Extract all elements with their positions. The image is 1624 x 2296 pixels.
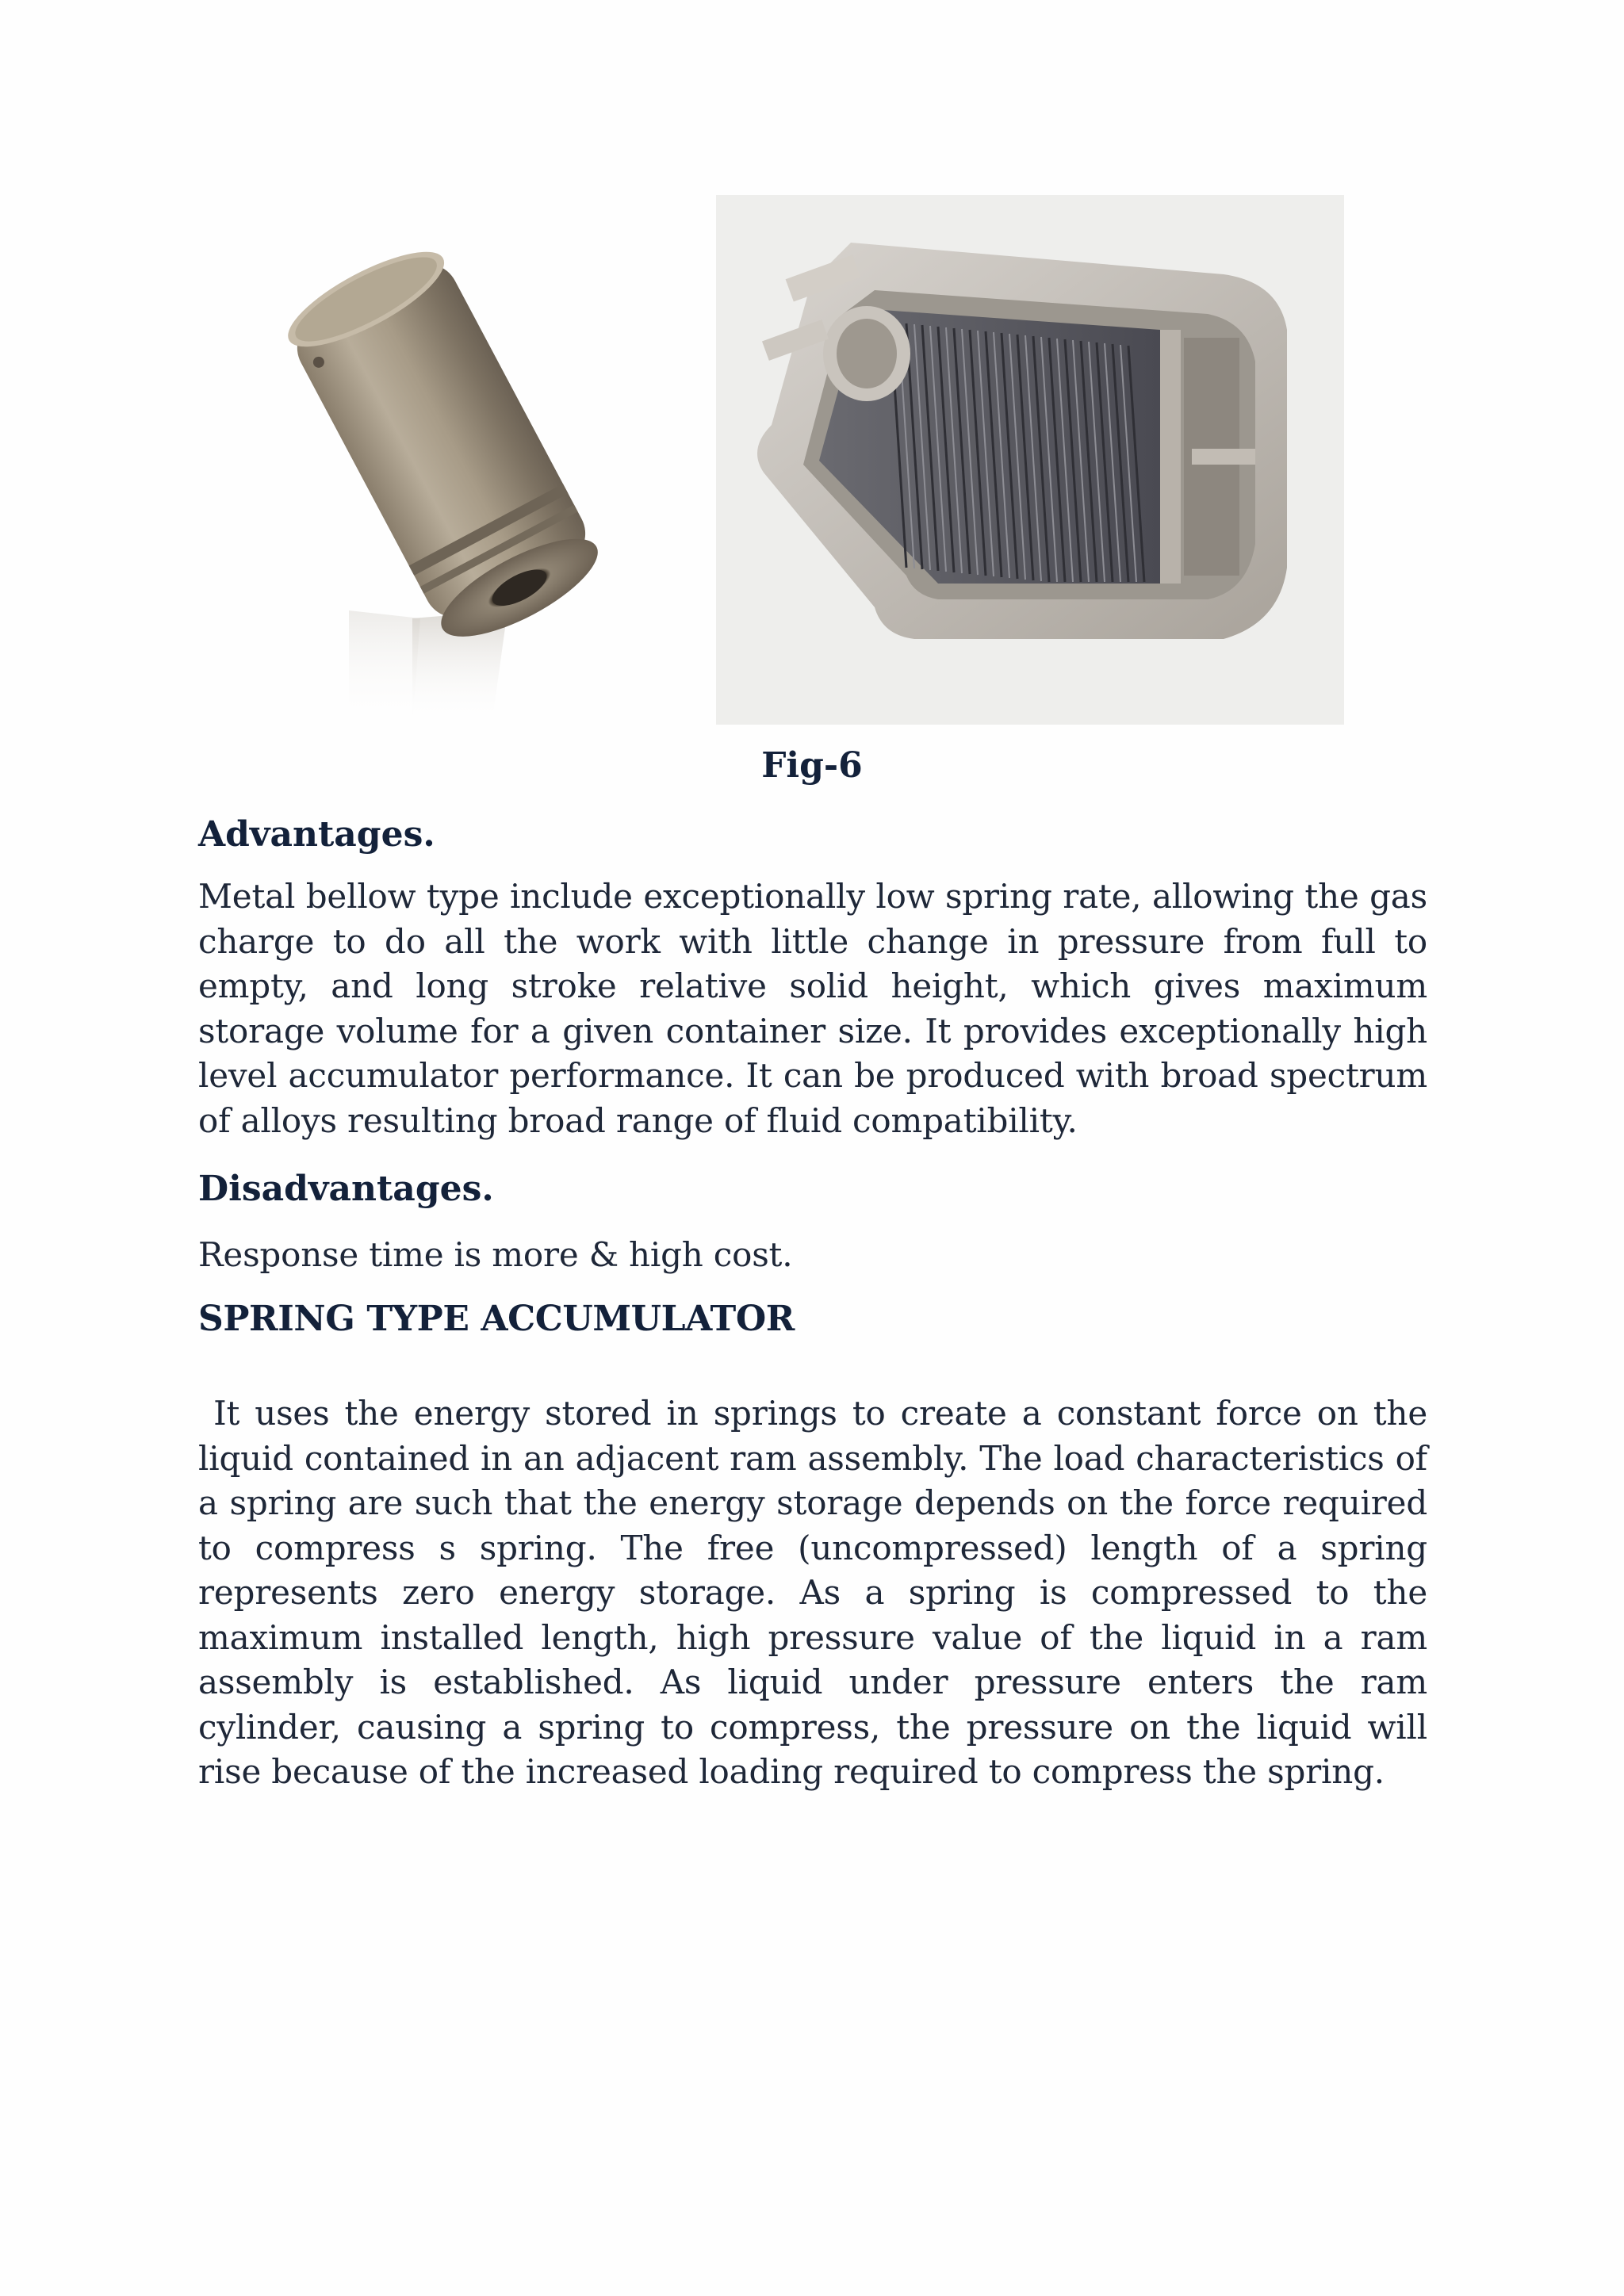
spring-type-paragraph: It uses the energy stored in springs to create a constant force on the liquid contained in an adjacent ram assembly. The load characteristics of a spring are such that the energy storage depends on the force required to compress s spring. The free (uncompressed) length of a spring represents zero energy storage. As a spring is compressed to the maximum installed length, high pressure value of the liquid in a ram assembly is established. As liquid under pressure enters the ram cylinder, causing a spring to compress, the pressure on the liquid will rise because of the increased loading required to compress the spring.	[198, 1394, 1427, 1791]
figure-caption: Fig-6	[761, 745, 863, 786]
advantages-paragraph: Metal bellow type include exceptionally low spring rate, allowing the gas charge to do all the work with little change in pressure from full to empty, and long stroke relative solid height, which gives maximum storage volume for a given container size. It provides exceptionally high level accumulator performance. It can be produced with broad spectrum of alloys resulting broad range of fluid compatibility.	[198, 877, 1427, 1140]
accumulator-cutaway-image	[716, 195, 1344, 725]
accumulator-cylinder-image	[254, 238, 666, 725]
spring-type-accumulator-heading: SPRING TYPE ACCUMULATOR	[198, 1299, 795, 1339]
disadvantages-paragraph: Response time is more & high cost.	[198, 1235, 793, 1274]
advantages-heading: Advantages.	[198, 814, 435, 855]
disadvantages-heading: Disadvantages.	[198, 1169, 494, 1209]
